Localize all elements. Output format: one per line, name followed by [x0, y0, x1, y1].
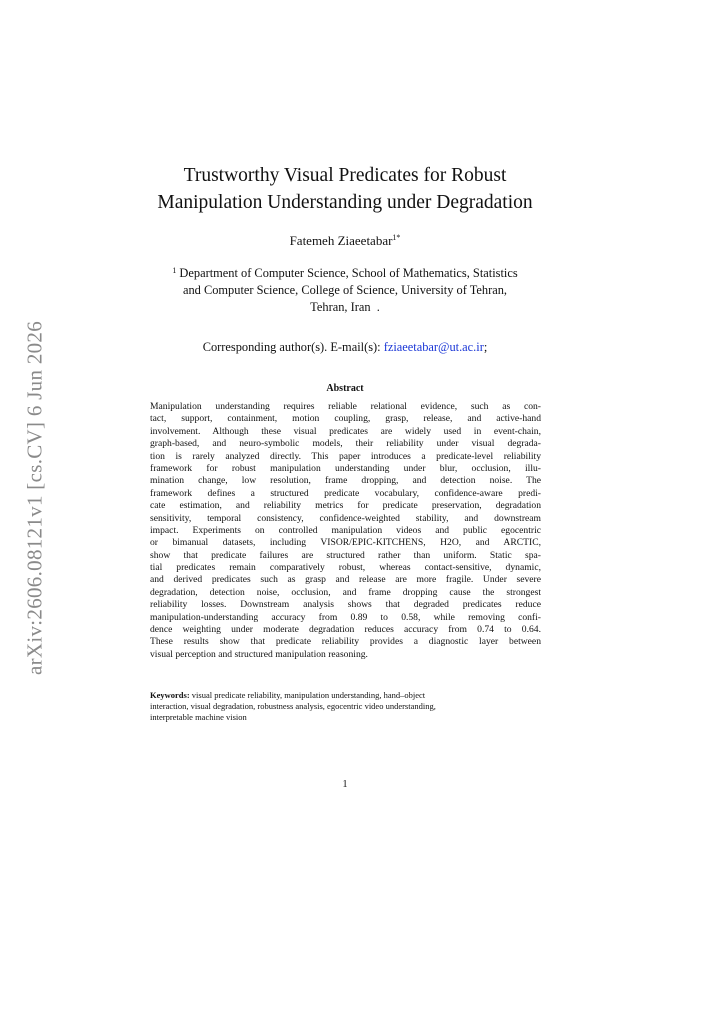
abstract-line: tial predicates remain comparatively robust, whereas contact-sensitive, dynamic,: [150, 562, 541, 574]
author-name: Fatemeh Ziaeetabar: [289, 233, 393, 248]
affiliation-mark: 1: [172, 266, 177, 275]
abstract-line: or bimanual datasets, including VISOR/EPIC-KITCHENS, H2O, and ARCTIC,: [150, 537, 541, 549]
affiliation-line: Tehran, Iran .: [310, 300, 380, 314]
abstract-line: framework for robust manipulation understanding under blur, occlusion, illu-: [150, 462, 541, 474]
abstract-line: framework defines a structured predicate vocabulary, confidence-aware predi-: [150, 487, 541, 499]
abstract-line: manipulation-understanding accuracy from 0.89 to 0.58, while removing confi-: [150, 611, 541, 623]
arxiv-identifier-stamp: [20, 305, 50, 690]
abstract-line: cate estimation, and reliability metrics for predicate preservation, degradation: [150, 500, 541, 512]
keywords: [150, 690, 541, 722]
affiliation-text: Department of Computer Science, School of Mathematics, Statistics: [179, 266, 518, 280]
abstract-line: These results show that predicate reliability provides a diagnostic layer between: [150, 636, 541, 648]
abstract-body: [150, 401, 541, 661]
abstract-line: and derived predicates such as grasp and release are more fragile. Under severe: [150, 574, 541, 586]
affiliation-line: and Computer Science, College of Science, University of Tehran,: [182, 283, 508, 297]
keywords-label: Keywords:: [150, 690, 190, 700]
abstract-line: graph-based, and neuro-symbolic models, their reliability under visual degrada-: [150, 438, 541, 450]
page-number: 1: [342, 779, 348, 790]
abstract-line: involvement. Although these visual predicates are widely used in event-chain,: [150, 425, 541, 437]
affiliation-line: [130, 262, 560, 282]
corresponding-prefix: Corresponding author(s). E-mail(s):: [202, 340, 384, 354]
corresponding-email-link[interactable]: fziaeetabar@ut.ac.ir: [383, 340, 484, 354]
arxiv-identifier-text: arXiv:2606.08121v1 [cs.CV] 6 Jun 2026: [22, 320, 47, 675]
title-line: Manipulation Understanding under Degradation: [157, 192, 533, 213]
abstract-line: tact, support, containment, motion coupling, grasp, release, and active-hand: [150, 413, 541, 425]
author: [200, 233, 490, 249]
corresponding-suffix: ;: [483, 340, 488, 354]
abstract-line: show that predicate failures are structured rather than uniform. Static spa-: [150, 549, 541, 561]
abstract-line: mination change, low resolution, frame dropping, and detection noise. The: [150, 475, 541, 487]
abstract-line: Manipulation understanding requires reliable relational evidence, such as con-: [150, 401, 541, 412]
abstract-line: impact. Experiments on controlled manipulation videos and public egocentric: [150, 524, 541, 536]
abstract-line: sensitivity, temporal consistency, confidence-weighted stability, and downstream: [150, 512, 541, 524]
abstract-line: degradation, detection noise, occlusion, and frame dropping cause the strongest: [150, 586, 541, 598]
author-affiliation-mark: 1*: [392, 233, 401, 242]
abstract-line: reliability losses. Downstream analysis shows that degraded predicates reduce: [150, 599, 541, 611]
keywords-line: [150, 690, 541, 701]
abstract-line: visual perception and structured manipulation reasoning.: [150, 648, 368, 660]
keywords-text: visual predicate reliability, manipulation understanding, hand–object: [189, 690, 426, 700]
keywords-line: interaction, visual degradation, robustness analysis, egocentric video understanding,: [150, 700, 436, 711]
title-line: Trustworthy Visual Predicates for Robust: [183, 165, 507, 186]
corresponding-author: [130, 340, 560, 355]
abstract-line: dence weighting under moderate degradation reduces accuracy from 0.74 to 0.64.: [150, 624, 541, 636]
keywords-line: interpretable machine vision: [150, 711, 247, 722]
affiliation: [130, 262, 560, 316]
paper-title: [120, 162, 570, 216]
abstract-heading: Abstract: [326, 383, 364, 394]
abstract-line: tion is rarely analyzed directly. This paper introduces a predicate-level reliability: [150, 450, 541, 462]
